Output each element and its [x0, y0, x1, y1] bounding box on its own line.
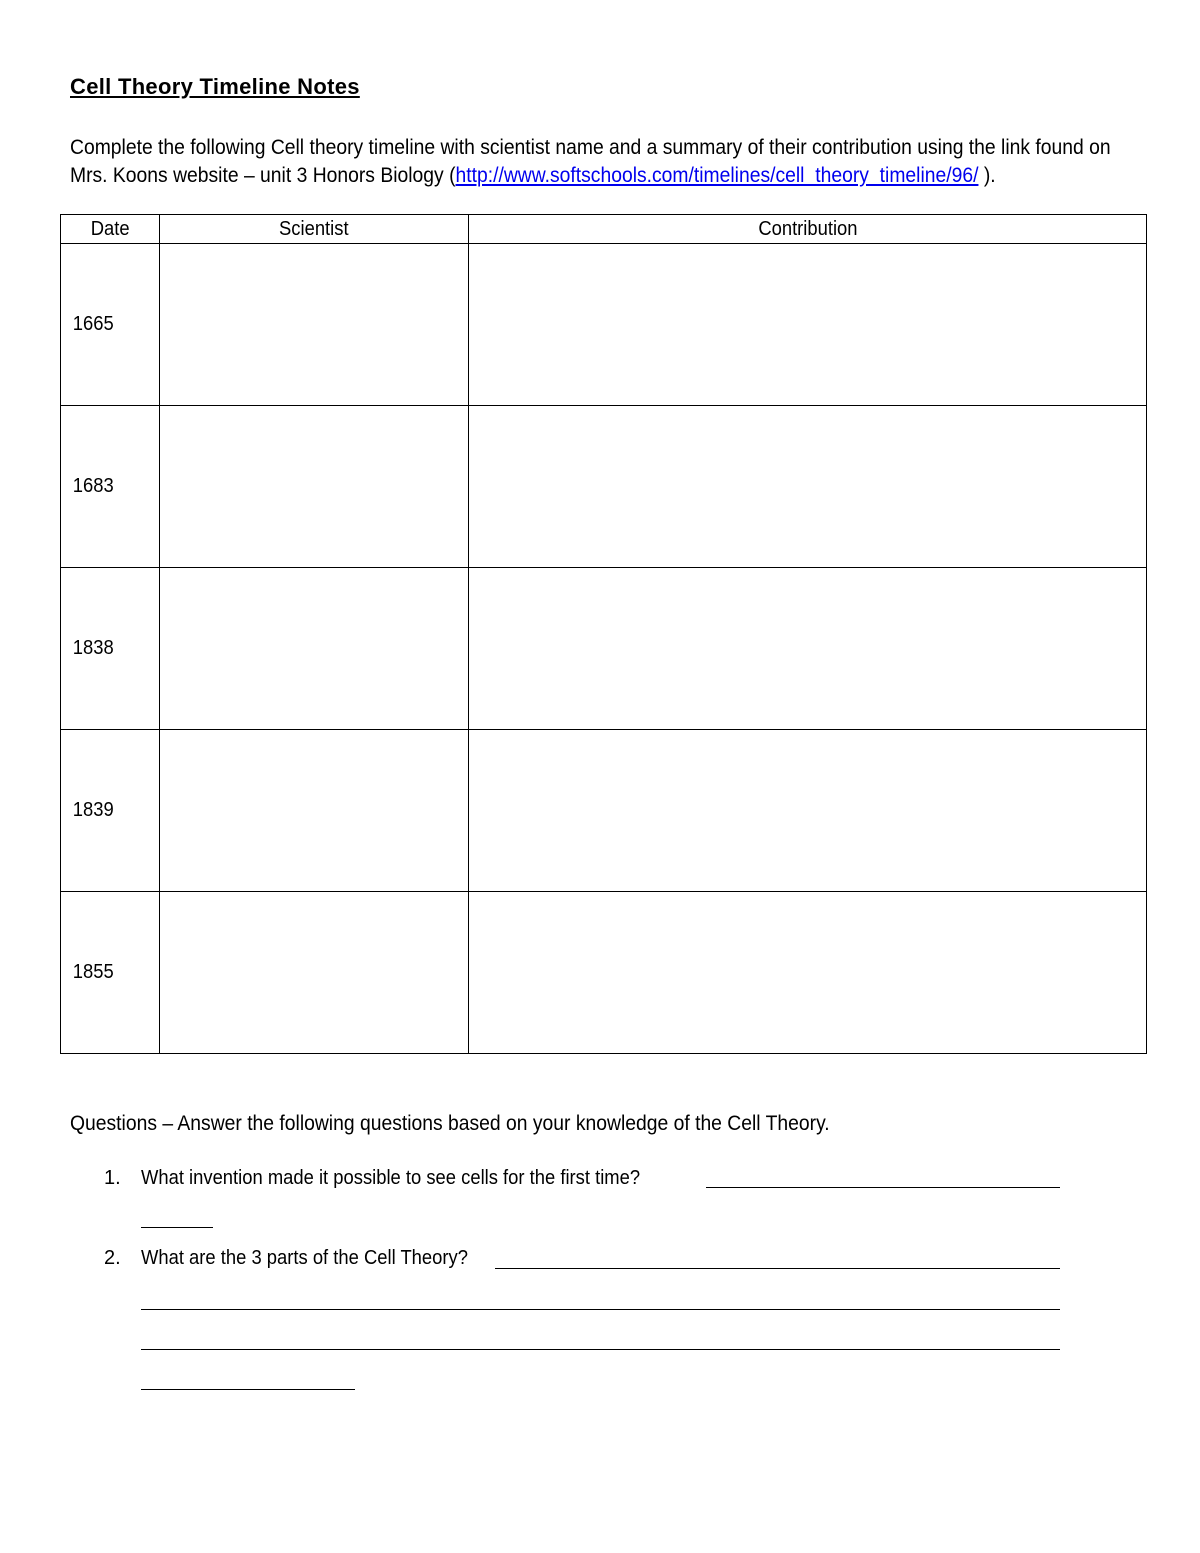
page-title: Cell Theory Timeline Notes	[70, 74, 360, 99]
table-row	[61, 244, 1147, 406]
question-1-answer-line-continued[interactable]	[141, 1227, 213, 1228]
scientist-cell[interactable]	[160, 406, 469, 568]
date-cell: 1683	[61, 406, 160, 568]
question-2-answer-line[interactable]	[495, 1268, 1060, 1269]
date-cell: 1838	[61, 568, 160, 730]
header-date: Date	[61, 215, 160, 244]
intro-line-1: Complete the following Cell theory timeline with scientist name and a summary of their contribution using the link found on	[70, 136, 1111, 159]
header-scientist: Scientist	[160, 215, 469, 244]
contribution-cell[interactable]	[469, 892, 1147, 1054]
question-2-answer-line-4[interactable]	[141, 1389, 355, 1390]
table-header-row	[61, 215, 1147, 244]
question-2-answer-line-3[interactable]	[141, 1349, 1060, 1350]
contribution-cell[interactable]	[469, 568, 1147, 730]
question-1-text: What invention made it possible to see cells for the first time?	[141, 1167, 641, 1189]
header-contribution: Contribution	[469, 215, 1147, 244]
date-cell: 1855	[61, 892, 160, 1054]
scientist-cell[interactable]	[160, 244, 469, 406]
scientist-cell[interactable]	[160, 892, 469, 1054]
timeline-table	[60, 214, 1147, 1054]
date-cell: 1839	[61, 730, 160, 892]
intro-paragraph	[70, 134, 1111, 190]
table-row	[61, 406, 1147, 568]
question-1-answer-line[interactable]	[706, 1187, 1060, 1188]
contribution-cell[interactable]	[469, 406, 1147, 568]
timeline-link[interactable]: http://www.softschools.com/timelines/cell_theory_timeline/96/	[455, 164, 979, 187]
intro-line-2-end: ).	[978, 164, 996, 187]
table-row	[61, 730, 1147, 892]
contribution-cell[interactable]	[469, 730, 1147, 892]
scientist-cell[interactable]	[160, 568, 469, 730]
question-2-text: What are the 3 parts of the Cell Theory?	[141, 1247, 468, 1269]
table-row	[61, 568, 1147, 730]
table-row	[61, 892, 1147, 1054]
date-cell: 1665	[61, 244, 160, 406]
scientist-cell[interactable]	[160, 730, 469, 892]
question-2-number: 2.	[104, 1247, 121, 1269]
question-1-number: 1.	[104, 1167, 121, 1189]
intro-line-2	[70, 162, 1054, 190]
intro-line-2-start: Mrs. Koons website – unit 3 Honors Biology (	[70, 164, 456, 187]
contribution-cell[interactable]	[469, 244, 1147, 406]
questions-heading: Questions – Answer the following questions based on your knowledge of the Cell Theory.	[70, 1112, 830, 1135]
question-2-answer-line-2[interactable]	[141, 1309, 1060, 1310]
